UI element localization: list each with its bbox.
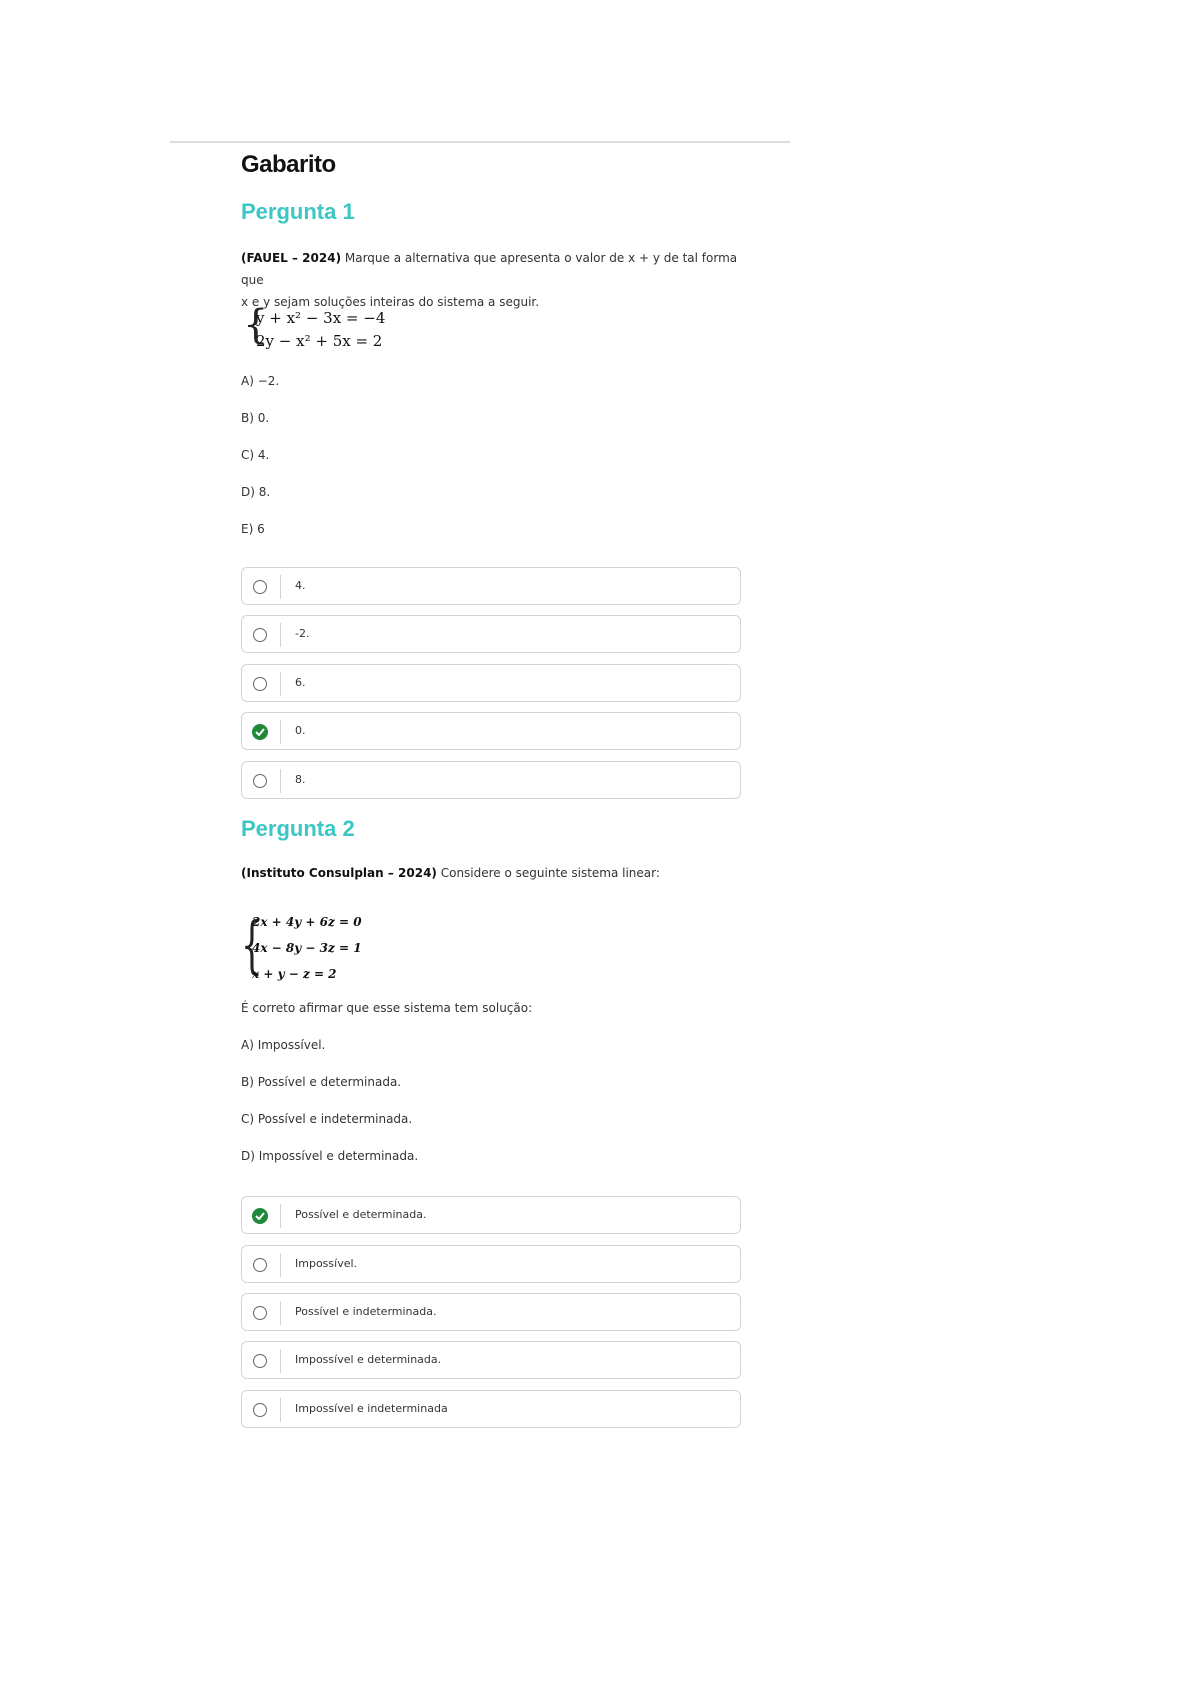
answer-text: Impossível.: [295, 1257, 358, 1270]
option-a: A) Impossível.: [241, 1038, 326, 1052]
equation: 4x − 8y − 3z = 1: [252, 941, 362, 955]
answer-choice-correct[interactable]: [241, 1196, 741, 1234]
answer-choice[interactable]: [241, 761, 741, 799]
answer-text: Possível e indeterminada.: [295, 1305, 437, 1318]
divider: [280, 1204, 281, 1228]
radio-icon[interactable]: [253, 774, 267, 788]
divider: [280, 672, 281, 696]
option-d: D) 8.: [241, 485, 271, 499]
option-a: A) −2.: [241, 374, 280, 388]
option-e: E) 6: [241, 522, 265, 536]
answer-choice[interactable]: [241, 1293, 741, 1331]
question-1-system: [256, 307, 385, 353]
answer-text: 8.: [295, 773, 306, 786]
radio-icon[interactable]: [253, 677, 267, 691]
answer-text: Impossível e indeterminada: [295, 1402, 448, 1415]
equation: y + x² − 3x = −4: [256, 309, 386, 327]
question-1-title: Pergunta 1: [241, 199, 355, 224]
equation: x + y − z = 2: [252, 967, 337, 981]
option-d: D) Impossível e determinada.: [241, 1149, 419, 1163]
checkmark-icon[interactable]: [252, 724, 268, 740]
question-1-source: (FAUEL – 2024): [241, 251, 342, 265]
radio-icon[interactable]: [253, 1403, 267, 1417]
question-2-source: (Instituto Consulplan – 2024): [241, 866, 437, 880]
radio-icon[interactable]: [253, 1258, 267, 1272]
question-2-system: [252, 909, 362, 987]
checkmark-icon[interactable]: [252, 1208, 268, 1224]
answer-text: 6.: [295, 676, 306, 689]
answer-choice[interactable]: [241, 567, 741, 605]
divider: [280, 1301, 281, 1325]
divider: [280, 575, 281, 599]
question-1-text-line-2: x e y sejam soluções inteiras do sistema a seguir.: [241, 295, 540, 309]
equation: 2y − x² + 5x = 2: [256, 332, 383, 350]
question-1-text-line-1: Marque a alternativa que apresenta o valor de x + y de tal forma que: [241, 251, 738, 287]
divider: [280, 1398, 281, 1422]
system-brace: {: [243, 302, 269, 348]
answer-choice[interactable]: [241, 1341, 741, 1379]
option-c: C) 4.: [241, 448, 270, 462]
divider: [280, 623, 281, 647]
answer-choice[interactable]: [241, 664, 741, 702]
radio-icon[interactable]: [253, 1354, 267, 1368]
question-1-statement: [241, 247, 741, 313]
divider: [280, 720, 281, 744]
option-b: B) Possível e determinada.: [241, 1075, 402, 1089]
question-2-prompt: É correto afirmar que esse sistema tem solução:: [241, 1001, 533, 1015]
top-divider: [170, 141, 790, 143]
radio-icon[interactable]: [253, 1306, 267, 1320]
question-2-text: Considere o seguinte sistema linear:: [436, 866, 660, 880]
radio-icon[interactable]: [253, 580, 267, 594]
answer-choice[interactable]: [241, 1390, 741, 1428]
answer-text: 4.: [295, 579, 306, 592]
answer-text: Possível e determinada.: [295, 1208, 427, 1221]
question-2-statement: [241, 862, 741, 884]
divider: [280, 1253, 281, 1277]
answer-text: Impossível e determinada.: [295, 1353, 442, 1366]
answer-choice-correct[interactable]: [241, 712, 741, 750]
divider: [280, 1349, 281, 1373]
page-title: Gabarito: [241, 151, 336, 178]
divider: [280, 769, 281, 793]
answer-text: -2.: [295, 627, 310, 640]
system-brace: {: [241, 908, 263, 981]
answer-choice[interactable]: [241, 1245, 741, 1283]
answer-choice[interactable]: [241, 615, 741, 653]
equation: 2x + 4y + 6z = 0: [252, 915, 362, 929]
question-2-title: Pergunta 2: [241, 816, 355, 841]
answer-text: 0.: [295, 724, 306, 737]
option-b: B) 0.: [241, 411, 270, 425]
radio-icon[interactable]: [253, 628, 267, 642]
option-c: C) Possível e indeterminada.: [241, 1112, 413, 1126]
